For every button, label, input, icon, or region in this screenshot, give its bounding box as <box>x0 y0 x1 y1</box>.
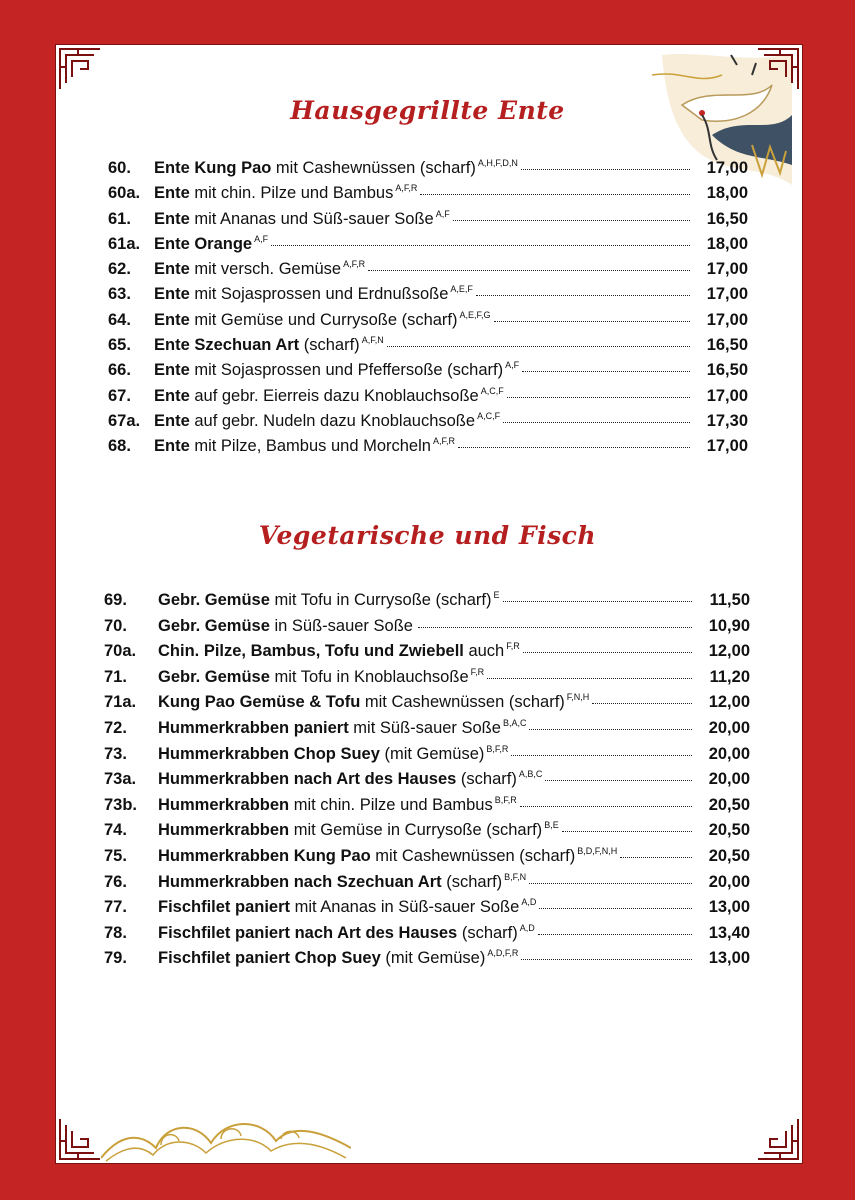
item-price: 20,50 <box>708 795 750 814</box>
allergen-codes: A,F <box>505 360 520 371</box>
allergen-codes: A,C,F <box>480 385 504 396</box>
item-price: 17,30 <box>706 411 748 430</box>
item-price: 20,00 <box>708 872 750 891</box>
item-name: Hummerkrabben nach Szechuan Art <box>158 872 442 891</box>
item-name: Ente <box>154 386 190 405</box>
item-name: Ente Kung Pao <box>154 159 272 177</box>
item-detail: (scharf) <box>456 770 517 789</box>
leader-dots <box>529 728 692 730</box>
item-name: Hummerkrabben nach Art des Hauses <box>158 770 457 789</box>
item-name: Chin. Pilze, Bambus, Tofu und Zwiebell <box>158 642 464 661</box>
item-detail: mit Ananas in Süß-sauer Soße <box>290 898 520 917</box>
item-detail: mit Tofu in Knoblauchsoße <box>269 667 469 686</box>
item-number: 60a. <box>108 184 141 203</box>
item-number: 65. <box>108 336 131 355</box>
allergen-codes: B,D,F,N,H <box>577 845 618 856</box>
menu-item <box>108 335 748 360</box>
item-price: 18,00 <box>706 184 748 203</box>
item-detail: auf gebr. Eierreis dazu Knoblauchsoße <box>189 386 479 405</box>
section-title: Hausgegrillte Ente <box>290 96 565 125</box>
item-name: Ente <box>154 310 190 329</box>
allergen-codes: F,N,H <box>566 692 590 703</box>
item-number: 75. <box>104 846 127 865</box>
item-price: 16,50 <box>706 361 748 380</box>
item-name: Ente <box>154 209 190 228</box>
item-name: Ente <box>154 285 190 304</box>
item-name: Gebr. Gemüse <box>158 616 270 635</box>
item-description <box>158 769 542 789</box>
item-name: Kung Pao Gemüse & Tofu <box>158 693 361 712</box>
item-detail: mit Sojasprossen und Erdnußsoße <box>189 285 449 304</box>
allergen-codes: A,F,R <box>343 259 366 270</box>
leader-dots <box>521 168 690 170</box>
item-name: Gebr. Gemüse <box>158 667 270 686</box>
leader-dots <box>539 907 692 909</box>
item-number: 74. <box>104 821 127 840</box>
item-description <box>158 820 559 840</box>
item-name: Fischfilet paniert Chop Suey <box>158 949 381 968</box>
item-price: 12,00 <box>708 642 750 661</box>
menu-item <box>104 846 750 872</box>
menu-item <box>104 641 750 667</box>
allergen-codes: A,F <box>254 233 269 244</box>
item-price: 13,00 <box>708 898 750 917</box>
menu-item <box>104 948 750 974</box>
item-description <box>158 744 508 764</box>
menu-item <box>104 923 750 949</box>
allergen-codes: A,D,F,R <box>487 948 519 959</box>
item-description <box>154 259 365 279</box>
item-number: 73a. <box>104 770 137 789</box>
menu-item <box>108 209 748 234</box>
item-detail: mit Cashewnüssen (scharf) <box>271 159 476 177</box>
item-detail: mit versch. Gemüse <box>189 260 342 279</box>
item-price: 17,00 <box>706 310 748 329</box>
item-number: 76. <box>104 872 127 891</box>
allergen-codes: A,C,F <box>477 410 501 421</box>
item-detail: mit Cashewnüssen (scharf) <box>370 846 576 865</box>
menu-item <box>108 259 748 284</box>
menu-item <box>104 718 750 744</box>
item-detail: auch <box>463 642 505 661</box>
menu-item <box>108 411 748 436</box>
leader-dots <box>503 421 690 423</box>
item-name: Ente Szechuan Art <box>154 336 300 355</box>
menu-item <box>104 820 750 846</box>
item-detail: mit Tofu in Currysoße (scharf) <box>269 591 492 609</box>
item-number: 61a. <box>108 234 141 253</box>
menu-item <box>104 616 750 642</box>
item-name: Hummerkrabben paniert <box>158 718 349 737</box>
item-detail: mit Sojasprossen und Pfeffersoße (scharf) <box>189 361 504 380</box>
item-number: 69. <box>104 591 127 609</box>
allergen-codes: E <box>493 590 500 600</box>
item-detail: (scharf) <box>299 336 360 355</box>
item-number: 73. <box>104 744 127 763</box>
item-detail: mit Cashewnüssen (scharf) <box>360 693 565 712</box>
fret-corner-icon <box>58 47 102 91</box>
item-name: Hummerkrabben <box>158 821 290 840</box>
item-description <box>154 386 504 406</box>
item-number: 72. <box>104 718 127 737</box>
menu-item <box>108 360 748 385</box>
item-price: 13,00 <box>708 949 750 968</box>
item-number: 68. <box>108 437 131 456</box>
item-detail: in Süß-sauer Soße <box>269 616 413 635</box>
item-price: 20,00 <box>708 744 750 763</box>
menu-item <box>108 183 748 208</box>
item-number: 63. <box>108 285 131 304</box>
leader-dots <box>520 805 692 807</box>
item-name: Fischfilet paniert nach Art des Hauses <box>158 923 458 942</box>
allergen-codes: A,B,C <box>518 769 543 780</box>
item-name: Hummerkrabben <box>158 795 290 814</box>
menu-item <box>104 872 750 898</box>
leader-dots <box>368 269 690 271</box>
menu-item <box>108 436 748 461</box>
allergen-codes: A,H,F,D,N <box>477 158 518 168</box>
item-description <box>154 310 491 330</box>
leader-dots <box>529 882 692 884</box>
item-number: 67. <box>108 386 131 405</box>
item-description <box>158 590 500 610</box>
allergen-codes: B,F,R <box>486 743 509 754</box>
item-number: 70. <box>104 616 127 635</box>
leader-dots <box>523 651 692 653</box>
item-price: 20,50 <box>708 846 750 865</box>
menu-item <box>104 590 750 616</box>
item-detail: auf gebr. Nudeln dazu Knoblauchsoße <box>189 411 476 430</box>
allergen-codes: A,E,F,G <box>459 309 491 320</box>
item-description <box>158 948 518 968</box>
leader-dots <box>453 219 690 221</box>
item-price: 17,00 <box>706 386 748 405</box>
menu-item <box>104 667 750 693</box>
item-price: 17,00 <box>706 285 748 304</box>
item-name: Ente <box>154 361 190 380</box>
allergen-codes: A,F,R <box>432 436 455 447</box>
leader-dots <box>387 345 690 347</box>
item-detail: mit Gemüse und Currysoße (scharf) <box>189 310 458 329</box>
leader-dots <box>511 754 692 756</box>
allergen-codes: B,F,N <box>504 871 527 882</box>
item-description <box>158 667 484 687</box>
item-price: 17,00 <box>706 260 748 279</box>
menu-item <box>108 234 748 259</box>
item-price: 17,00 <box>706 159 748 177</box>
item-description <box>154 335 384 355</box>
leader-dots <box>271 244 690 246</box>
allergen-codes: A,F,N <box>361 335 384 346</box>
item-name: Hummerkrabben Chop Suey <box>158 744 380 763</box>
item-number: 78. <box>104 923 127 942</box>
leader-dots <box>420 193 690 195</box>
menu-list <box>108 158 748 462</box>
menu-list <box>104 590 750 974</box>
leader-dots <box>476 294 690 296</box>
item-detail: mit Gemüse in Currysoße (scharf) <box>289 821 543 840</box>
item-name: Fischfilet paniert <box>158 898 291 917</box>
leader-dots <box>503 600 693 602</box>
item-price: 20,00 <box>708 718 750 737</box>
item-name: Ente <box>154 260 190 279</box>
item-number: 62. <box>108 260 131 279</box>
item-number: 79. <box>104 949 127 968</box>
item-number: 77. <box>104 898 127 917</box>
item-description <box>158 692 589 712</box>
allergen-codes: A,D <box>519 922 535 933</box>
item-detail: (mit Gemüse) <box>379 744 485 763</box>
item-description <box>154 209 450 229</box>
leader-dots <box>458 446 690 448</box>
item-name: Hummerkrabben Kung Pao <box>158 846 371 865</box>
item-description <box>154 234 268 254</box>
item-price: 18,00 <box>706 234 748 253</box>
item-description <box>158 641 520 661</box>
item-number: 70a. <box>104 642 137 661</box>
allergen-codes: A,E,F <box>450 284 473 295</box>
item-number: 61. <box>108 209 131 228</box>
leader-dots <box>562 830 692 832</box>
menu-item <box>104 897 750 923</box>
menu-item <box>104 769 750 795</box>
leader-dots <box>418 626 692 628</box>
item-name: Gebr. Gemüse <box>158 591 270 609</box>
leader-dots <box>487 677 692 679</box>
item-description <box>158 616 415 636</box>
leader-dots <box>507 396 690 398</box>
item-description <box>158 897 536 917</box>
item-number: 71a. <box>104 693 137 712</box>
item-description <box>158 846 617 866</box>
item-price: 20,50 <box>708 821 750 840</box>
item-description <box>158 718 526 738</box>
menu-item <box>108 158 748 183</box>
item-detail: (scharf) <box>457 923 518 942</box>
fret-corner-icon <box>756 1117 800 1161</box>
item-name: Ente Orange <box>154 234 253 253</box>
item-description <box>154 284 473 304</box>
item-description <box>158 923 535 943</box>
section-title: Vegetarische und Fisch <box>258 521 597 550</box>
item-number: 64. <box>108 310 131 329</box>
menu-item <box>108 386 748 411</box>
allergen-codes: B,F,R <box>494 794 517 805</box>
item-description <box>154 158 518 178</box>
item-name: Ente <box>154 411 190 430</box>
menu-item <box>104 744 750 770</box>
item-number: 67a. <box>108 411 141 430</box>
item-detail: mit Ananas und Süß-sauer Soße <box>189 209 434 228</box>
item-description <box>154 360 519 380</box>
item-price: 11,50 <box>709 591 750 609</box>
item-price: 12,00 <box>708 693 750 712</box>
item-description <box>158 872 526 892</box>
allergen-codes: A,D <box>521 897 537 908</box>
item-detail: mit Süß-sauer Soße <box>348 718 501 737</box>
item-detail: (mit Gemüse) <box>380 949 486 968</box>
menu-item <box>104 692 750 718</box>
allergen-codes: A,F <box>435 208 450 219</box>
leader-dots <box>521 958 692 960</box>
menu-item <box>108 310 748 335</box>
item-description <box>154 183 417 203</box>
leader-dots <box>545 779 692 781</box>
allergen-codes: B,E <box>544 820 559 831</box>
item-detail: mit chin. Pilze und Bambus <box>289 795 493 814</box>
wave-icon <box>101 1103 351 1163</box>
item-number: 73b. <box>104 795 138 814</box>
item-price: 16,50 <box>706 209 748 228</box>
fret-corner-icon <box>58 1117 102 1161</box>
item-price: 17,00 <box>706 437 748 456</box>
leader-dots <box>620 856 692 858</box>
allergen-codes: A,F,R <box>395 183 418 194</box>
leader-dots <box>494 320 690 322</box>
allergen-codes: F,R <box>470 666 485 677</box>
item-detail: mit Pilze, Bambus und Morcheln <box>189 437 431 456</box>
item-number: 71. <box>104 667 127 686</box>
item-price: 10,90 <box>708 616 750 635</box>
item-price: 16,50 <box>706 336 748 355</box>
item-number: 60. <box>108 159 131 177</box>
leader-dots <box>538 933 692 935</box>
item-description <box>154 411 500 431</box>
fret-corner-icon <box>756 47 800 91</box>
menu-item <box>104 795 750 821</box>
item-number: 66. <box>108 361 131 380</box>
leader-dots <box>592 702 692 704</box>
item-name: Ente <box>154 184 190 203</box>
allergen-codes: F,R <box>506 641 520 652</box>
leader-dots <box>522 370 690 372</box>
item-detail: mit chin. Pilze und Bambus <box>189 184 394 203</box>
item-description <box>158 795 517 815</box>
item-price: 20,00 <box>708 770 750 789</box>
item-price: 13,40 <box>708 923 750 942</box>
allergen-codes: B,A,C <box>502 717 527 728</box>
item-description <box>154 436 455 456</box>
item-detail: (scharf) <box>441 872 503 891</box>
item-name: Ente <box>154 437 190 456</box>
item-price: 11,20 <box>709 667 750 686</box>
menu-item <box>108 284 748 309</box>
